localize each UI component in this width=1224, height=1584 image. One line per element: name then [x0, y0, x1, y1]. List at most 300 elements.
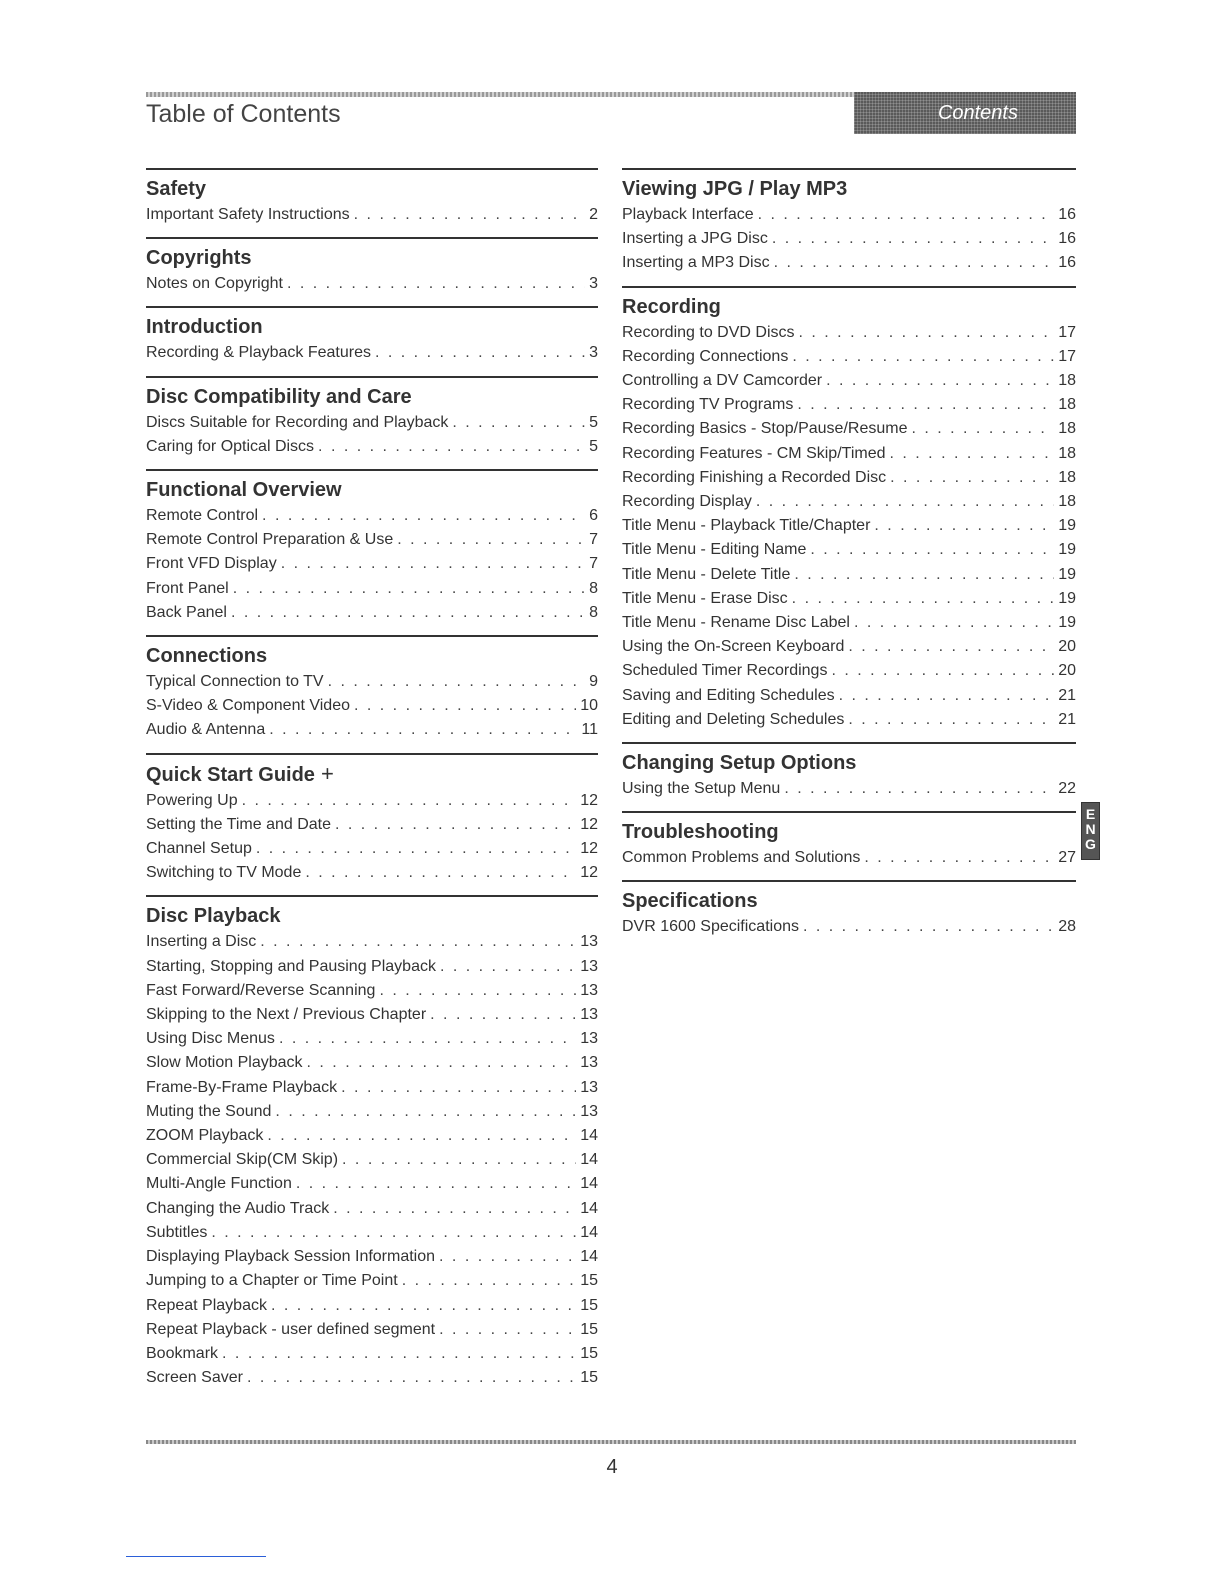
- toc-entry[interactable]: [146, 861, 598, 885]
- section-title: [146, 244, 598, 272]
- toc-entry-page: 7: [589, 555, 598, 573]
- toc-entry-page: 14: [580, 1151, 598, 1169]
- toc-entry-label: Title Menu - Delete Title: [622, 565, 791, 583]
- toc-right-column: [622, 168, 1076, 950]
- dot-leader: [335, 813, 576, 837]
- toc-entry-label: Screen Saver: [146, 1369, 243, 1387]
- dot-leader: [328, 670, 586, 694]
- toc-entry[interactable]: [146, 504, 598, 528]
- dot-leader: [758, 203, 1055, 227]
- dot-leader: [439, 1318, 576, 1342]
- toc-entry-label: Title Menu - Erase Disc: [622, 589, 788, 607]
- toc-entry[interactable]: [146, 1051, 598, 1075]
- dot-leader: [233, 577, 585, 601]
- toc-entry-page: 19: [1058, 565, 1076, 583]
- toc-entry-list: [146, 341, 598, 365]
- section-title-text: Connections: [146, 645, 268, 668]
- toc-entry-page: 16: [1058, 206, 1076, 223]
- dot-leader: [247, 1366, 576, 1390]
- toc-entry-label: DVR 1600 Specifications: [622, 918, 799, 936]
- toc-entry[interactable]: [622, 417, 1076, 441]
- dot-leader: [797, 393, 1054, 417]
- dot-leader: [792, 345, 1054, 369]
- section-title: [146, 642, 598, 670]
- dot-leader: [354, 203, 585, 227]
- section-rule: [146, 469, 598, 471]
- dot-leader: [287, 272, 585, 296]
- dot-leader: [803, 915, 1054, 939]
- toc-entry-page: 18: [1058, 493, 1076, 511]
- toc-entry-list: [146, 203, 598, 227]
- toc-entry[interactable]: [146, 1100, 598, 1124]
- toc-entry-list: [622, 846, 1076, 870]
- contents-badge-label: Contents: [937, 102, 1018, 124]
- toc-entry[interactable]: [622, 251, 1076, 275]
- toc-entry-label: Editing and Deleting Schedules: [622, 710, 845, 728]
- toc-entry[interactable]: [146, 411, 598, 435]
- language-tab: [1081, 802, 1100, 860]
- toc-entry-page: 3: [589, 275, 598, 293]
- toc-entry[interactable]: [146, 528, 598, 552]
- toc-entry-page: 12: [580, 864, 598, 882]
- toc-entry-list: [622, 203, 1076, 276]
- toc-entry[interactable]: [146, 955, 598, 979]
- dot-leader: [848, 708, 1054, 732]
- dot-leader: [267, 1124, 576, 1148]
- dot-leader: [222, 1342, 576, 1366]
- toc-entry-page: 6: [589, 507, 598, 525]
- toc-entry-label: Inserting a MP3 Disc: [622, 254, 770, 272]
- toc-entry-label: Using the Setup Menu: [622, 780, 781, 798]
- dot-leader: [440, 955, 576, 979]
- section-rule: [622, 880, 1076, 882]
- toc-entry-label: Using Disc Menus: [146, 1030, 275, 1048]
- section-title: [622, 175, 1076, 203]
- section-title: [146, 760, 598, 789]
- toc-entry-page: 19: [1058, 517, 1076, 535]
- toc-entry-page: 19: [1058, 541, 1076, 559]
- toc-entry-label: Changing the Audio Track: [146, 1199, 330, 1217]
- section-rule: [146, 306, 598, 308]
- toc-entry-page: 13: [580, 1102, 598, 1120]
- toc-entry-label: Repeat Playback - user defined segment: [146, 1320, 436, 1338]
- dot-leader: [772, 227, 1054, 251]
- toc-entry-label: Recording Display: [622, 493, 752, 511]
- toc-entry-page: 19: [1058, 589, 1076, 607]
- toc-entry[interactable]: [146, 1124, 598, 1148]
- toc-entry-label: Jumping to a Chapter or Time Point: [146, 1272, 398, 1290]
- toc-entry-label: Back Panel: [146, 603, 227, 621]
- toc-entry[interactable]: [622, 514, 1076, 538]
- dot-leader: [831, 659, 1054, 683]
- section-rule: [622, 742, 1076, 744]
- toc-entry-label: Fast Forward/Reverse Scanning: [146, 981, 376, 999]
- toc-entry-label: Inserting a Disc: [146, 933, 257, 951]
- toc-section-copyrights: [146, 237, 598, 296]
- toc-section-quick-start-guide: [146, 753, 598, 886]
- toc-entry-page: 18: [1058, 444, 1076, 462]
- toc-entry[interactable]: [146, 577, 598, 601]
- toc-entry-page: 12: [580, 840, 598, 858]
- toc-entry-page: 22: [1058, 780, 1076, 798]
- toc-entry[interactable]: [146, 435, 598, 459]
- toc-entry[interactable]: [146, 1003, 598, 1027]
- dot-leader: [784, 777, 1054, 801]
- toc-entry[interactable]: [146, 1221, 598, 1245]
- toc-entry-list: [146, 670, 598, 743]
- toc-entry-page: 15: [580, 1369, 598, 1387]
- toc-entry-label: Recording & Playback Features: [146, 344, 371, 362]
- section-title-text: Quick Start Guide: [146, 763, 315, 786]
- toc-entry-page: 17: [1058, 323, 1076, 341]
- toc-section-troubleshooting: [622, 811, 1076, 870]
- toc-entry[interactable]: [622, 611, 1076, 635]
- toc-section-recording: [622, 286, 1076, 732]
- toc-entry-page: 14: [580, 1199, 598, 1217]
- link-underline: [126, 1556, 266, 1557]
- toc-section-disc-playback: [146, 895, 598, 1390]
- toc-entry-page: 14: [580, 1127, 598, 1145]
- dot-leader: [911, 417, 1054, 441]
- section-title-text: Disc Compatibility and Care: [146, 385, 412, 408]
- toc-entry[interactable]: [622, 345, 1076, 369]
- toc-entry[interactable]: [146, 1197, 598, 1221]
- dot-leader: [890, 466, 1054, 490]
- dot-leader: [402, 1269, 577, 1293]
- toc-entry-label: Recording Connections: [622, 347, 789, 365]
- toc-entry-label: Remote Control Preparation & Use: [146, 531, 394, 549]
- toc-entry-label: Saving and Editing Schedules: [622, 686, 835, 704]
- toc-entry-label: Important Safety Instructions: [146, 206, 350, 223]
- toc-entry[interactable]: [146, 1027, 598, 1051]
- toc-entry[interactable]: [146, 789, 598, 813]
- dot-leader: [774, 251, 1055, 275]
- dot-leader: [439, 1245, 576, 1269]
- toc-entry-label: Title Menu - Playback Title/Chapter: [622, 517, 871, 535]
- toc-entry-label: Skipping to the Next / Previous Chapter: [146, 1006, 427, 1024]
- toc-entry-list: [146, 789, 598, 886]
- toc-entry-page: 16: [1058, 254, 1076, 272]
- section-rule: [146, 753, 598, 755]
- toc-section-introduction: [146, 306, 598, 365]
- dot-leader: [864, 846, 1054, 870]
- toc-entry-page: 13: [580, 933, 598, 951]
- section-title: [622, 293, 1076, 321]
- toc-entry-page: 19: [1058, 614, 1076, 632]
- section-title-text: Specifications: [622, 890, 758, 913]
- toc-entry[interactable]: [146, 1148, 598, 1172]
- toc-entry-label: Discs Suitable for Recording and Playback: [146, 413, 449, 431]
- toc-entry-page: 21: [1058, 686, 1076, 704]
- toc-entry-label: Frame-By-Frame Playback: [146, 1078, 338, 1096]
- toc-entry-page: 12: [580, 815, 598, 833]
- dot-leader: [452, 411, 585, 435]
- toc-entry-page: 18: [1058, 468, 1076, 486]
- section-rule: [622, 286, 1076, 288]
- toc-entry-label: Common Problems and Solutions: [622, 849, 861, 867]
- toc-entry[interactable]: [146, 1342, 598, 1366]
- dot-leader: [211, 1221, 576, 1245]
- dot-leader: [256, 837, 576, 861]
- section-title-text: Disc Playback: [146, 905, 281, 928]
- toc-entry-page: 11: [581, 721, 598, 739]
- section-title: [622, 749, 1076, 777]
- dot-leader: [333, 1197, 576, 1221]
- toc-entry-page: 13: [580, 1078, 598, 1096]
- toc-entry-label: Notes on Copyright: [146, 275, 283, 293]
- toc-section-safety: [146, 168, 598, 227]
- toc-entry[interactable]: [146, 837, 598, 861]
- toc-entry[interactable]: [622, 915, 1076, 939]
- contents-badge: [854, 92, 1076, 134]
- dot-leader: [296, 1172, 576, 1196]
- section-title-text: Copyrights: [146, 247, 252, 270]
- toc-entry[interactable]: [146, 979, 598, 1003]
- dot-leader: [271, 1294, 576, 1318]
- toc-entry-label: Bookmark: [146, 1344, 219, 1362]
- section-title-text: Functional Overview: [146, 479, 342, 502]
- dot-leader: [305, 861, 576, 885]
- toc-entry-page: 14: [580, 1223, 598, 1241]
- toc-entry-label: Displaying Playback Session Information: [146, 1248, 436, 1266]
- dot-leader: [792, 587, 1055, 611]
- toc-section-changing-setup-options: [622, 742, 1076, 801]
- toc-entry[interactable]: [622, 538, 1076, 562]
- toc-entry-page: 2: [589, 206, 598, 223]
- toc-entry-page: 13: [580, 957, 598, 975]
- section-title: [146, 383, 598, 411]
- dot-leader: [756, 490, 1054, 514]
- section-title: [146, 175, 598, 203]
- toc-entry[interactable]: [146, 670, 598, 694]
- toc-entry-label: S-Video & Component Video: [146, 697, 350, 715]
- dot-leader: [794, 563, 1054, 587]
- toc-section-functional-overview: [146, 469, 598, 625]
- toc-entry[interactable]: [146, 1172, 598, 1196]
- toc-entry-page: 15: [580, 1296, 598, 1314]
- section-rule: [146, 168, 598, 170]
- section-title: [622, 818, 1076, 846]
- toc-entry-label: Muting the Sound: [146, 1102, 272, 1120]
- plus-icon: +: [320, 760, 334, 786]
- section-title: [622, 887, 1076, 915]
- dot-leader: [375, 341, 585, 365]
- toc-entry[interactable]: [622, 846, 1076, 870]
- dot-leader: [342, 1148, 576, 1172]
- dot-leader: [874, 514, 1054, 538]
- toc-entry-label: ZOOM Playback: [146, 1127, 264, 1145]
- dot-leader: [275, 1100, 576, 1124]
- toc-entry-list: [146, 411, 598, 459]
- toc-entry[interactable]: [622, 369, 1076, 393]
- toc-entry[interactable]: [146, 1366, 598, 1390]
- language-tab-label: E N G: [1085, 806, 1096, 852]
- toc-entry[interactable]: [622, 393, 1076, 417]
- toc-section-disc-compatibility-and-care: [146, 376, 598, 459]
- toc-entry-label: Recording Basics - Stop/Pause/Resume: [622, 420, 908, 438]
- dot-leader: [231, 601, 585, 625]
- toc-entry-page: 13: [580, 1030, 598, 1048]
- toc-entry[interactable]: [146, 930, 598, 954]
- toc-entry-label: Remote Control: [146, 507, 259, 525]
- toc-entry-page: 13: [580, 1054, 598, 1072]
- toc-section-viewing-jpg-play-mp3: [622, 168, 1076, 276]
- toc-entry[interactable]: [146, 813, 598, 837]
- toc-entry[interactable]: [146, 1294, 598, 1318]
- toc-entry[interactable]: [622, 490, 1076, 514]
- toc-entry-label: Front Panel: [146, 579, 229, 597]
- section-rule: [146, 237, 598, 239]
- dot-leader: [341, 1076, 576, 1100]
- toc-entry-page: 5: [589, 413, 598, 431]
- toc-entry-page: 3: [589, 344, 598, 362]
- toc-entry[interactable]: [622, 635, 1076, 659]
- toc-entry[interactable]: [146, 203, 598, 227]
- toc-entry-label: Setting the Time and Date: [146, 815, 331, 833]
- toc-entry-label: Recording TV Programs: [622, 396, 794, 414]
- toc-entry-list: [622, 915, 1076, 939]
- section-title: [146, 313, 598, 341]
- toc-entry-label: Audio & Antenna: [146, 721, 266, 739]
- toc-entry[interactable]: [622, 777, 1076, 801]
- toc-entry-page: 15: [580, 1320, 598, 1338]
- section-title-text: Safety: [146, 178, 207, 200]
- section-rule: [146, 376, 598, 378]
- toc-entry-label: Recording Features - CM Skip/Timed: [622, 444, 886, 462]
- toc-entry-label: Repeat Playback: [146, 1296, 267, 1314]
- toc-entry-label: Multi-Angle Function: [146, 1175, 292, 1193]
- toc-entry-label: Slow Motion Playback: [146, 1054, 303, 1072]
- toc-entry-page: 20: [1058, 638, 1076, 656]
- toc-entry-page: 16: [1058, 230, 1076, 248]
- toc-entry[interactable]: [146, 1076, 598, 1100]
- toc-entry[interactable]: [622, 466, 1076, 490]
- toc-entry-label: Typical Connection to TV: [146, 673, 324, 691]
- toc-left-column: [146, 168, 598, 1400]
- toc-entry[interactable]: [622, 659, 1076, 683]
- toc-entry-page: 14: [580, 1248, 598, 1266]
- toc-entry-page: 13: [580, 981, 598, 999]
- page-header: [146, 92, 1076, 134]
- toc-entry-page: 12: [580, 791, 598, 809]
- section-rule: [146, 635, 598, 637]
- dot-leader: [379, 979, 576, 1003]
- toc-entry[interactable]: [622, 227, 1076, 251]
- section-rule: [146, 895, 598, 897]
- toc-entry-label: Switching to TV Mode: [146, 864, 302, 882]
- dot-leader: [242, 789, 577, 813]
- toc-entry[interactable]: [146, 1318, 598, 1342]
- toc-entry-label: Scheduled Timer Recordings: [622, 662, 828, 680]
- section-title: [146, 476, 598, 504]
- toc-entry-label: Recording Finishing a Recorded Disc: [622, 468, 887, 486]
- toc-entry-list: [622, 321, 1076, 732]
- section-rule: [622, 168, 1076, 170]
- dot-leader: [826, 369, 1054, 393]
- toc-entry[interactable]: [622, 587, 1076, 611]
- dot-leader: [262, 504, 585, 528]
- toc-entry-page: 9: [589, 673, 598, 691]
- toc-entry[interactable]: [146, 1269, 598, 1293]
- toc-entry[interactable]: [622, 563, 1076, 587]
- toc-entry-page: 7: [589, 531, 598, 549]
- toc-entry[interactable]: [622, 708, 1076, 732]
- toc-entry-page: 18: [1058, 396, 1076, 414]
- dot-leader: [307, 1051, 577, 1075]
- toc-entry-label: Powering Up: [146, 791, 238, 809]
- toc-entry-list: [622, 777, 1076, 801]
- dot-leader: [354, 694, 576, 718]
- dot-leader: [848, 635, 1054, 659]
- toc-entry-list: [146, 504, 598, 625]
- toc-entry-label: Front VFD Display: [146, 555, 277, 573]
- toc-entry-page: 15: [580, 1272, 598, 1290]
- toc-entry-page: 10: [580, 697, 598, 715]
- toc-entry-label: Controlling a DV Camcorder: [622, 372, 823, 390]
- toc-entry[interactable]: [146, 552, 598, 576]
- toc-entry-label: Starting, Stopping and Pausing Playback: [146, 957, 436, 975]
- toc-entry-list: [146, 930, 598, 1390]
- page-number: 4: [606, 1456, 618, 1478]
- section-title-text: Changing Setup Options: [622, 752, 857, 775]
- section-title-text: Viewing JPG / Play MP3: [622, 178, 848, 200]
- toc-entry[interactable]: [146, 1245, 598, 1269]
- toc-entry-page: 20: [1058, 662, 1076, 680]
- toc-entry-page: 18: [1058, 420, 1076, 438]
- toc-entry[interactable]: [146, 341, 598, 365]
- toc-entry[interactable]: [146, 718, 598, 742]
- toc-entry-page: 8: [589, 579, 598, 597]
- toc-entry-label: Recording to DVD Discs: [622, 323, 795, 341]
- toc-entry-label: Subtitles: [146, 1223, 208, 1241]
- dot-leader: [269, 718, 577, 742]
- section-title-text: Recording: [622, 295, 721, 318]
- toc-entry-page: 21: [1058, 710, 1076, 728]
- dot-leader: [281, 552, 585, 576]
- dot-leader: [430, 1003, 576, 1027]
- toc-entry[interactable]: [622, 442, 1076, 466]
- dot-leader: [260, 930, 576, 954]
- toc-entry[interactable]: [146, 272, 598, 296]
- toc-entry[interactable]: [622, 321, 1076, 345]
- toc-entry-label: Caring for Optical Discs: [146, 437, 315, 455]
- toc-entry[interactable]: [622, 684, 1076, 708]
- toc-entry-label: Using the On-Screen Keyboard: [622, 638, 845, 656]
- toc-entry-label: Playback Interface: [622, 206, 754, 223]
- toc-entry-label: Commercial Skip(CM Skip): [146, 1151, 339, 1169]
- toc-entry-page: 27: [1058, 849, 1076, 867]
- toc-entry-label: Title Menu - Editing Name: [622, 541, 807, 559]
- toc-entry[interactable]: [622, 203, 1076, 227]
- toc-section-connections: [146, 635, 598, 743]
- section-rule: [622, 811, 1076, 813]
- dot-leader: [397, 528, 585, 552]
- toc-entry-label: Inserting a JPG Disc: [622, 230, 768, 248]
- dot-leader: [854, 611, 1054, 635]
- toc-entry-page: 13: [580, 1006, 598, 1024]
- dot-leader: [799, 321, 1055, 345]
- toc-entry-list: [146, 272, 598, 296]
- toc-entry-page: 18: [1058, 372, 1076, 390]
- dot-leader: [839, 684, 1055, 708]
- toc-entry[interactable]: [146, 694, 598, 718]
- toc-entry-label: Title Menu - Rename Disc Label: [622, 614, 850, 632]
- toc-entry-label: Channel Setup: [146, 840, 252, 858]
- toc-entry[interactable]: [146, 601, 598, 625]
- page-title: Table of Contents: [146, 100, 341, 128]
- toc-entry-page: 28: [1058, 918, 1076, 936]
- toc-entry-page: 14: [580, 1175, 598, 1193]
